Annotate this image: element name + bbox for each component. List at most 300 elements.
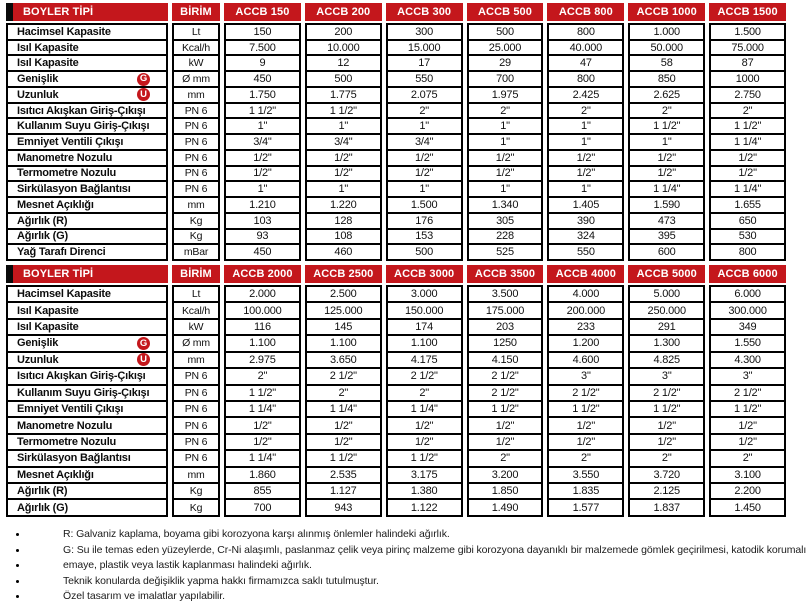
spec-value: 1 1/2" bbox=[630, 402, 703, 418]
spec-value: 2.750 bbox=[711, 88, 784, 104]
column-header-model: ACCB 1500 bbox=[709, 3, 786, 21]
spec-value: 1.100 bbox=[388, 336, 461, 352]
row-label bbox=[8, 135, 166, 151]
spec-value: 17 bbox=[388, 56, 461, 72]
row-label-text: Kullanım Suyu Giriş-Çıkışı bbox=[17, 120, 150, 133]
spec-value: 2 1/2" bbox=[469, 386, 542, 402]
column-body bbox=[6, 285, 168, 517]
spec-value: 1" bbox=[469, 182, 542, 198]
spec-value: 1/2" bbox=[307, 151, 380, 167]
spec-value: 3.000 bbox=[388, 287, 461, 303]
spec-value: 1.750 bbox=[226, 88, 299, 104]
spec-value: 1/2" bbox=[226, 418, 299, 434]
spec-value: 324 bbox=[549, 230, 622, 246]
spec-value: 2.500 bbox=[307, 287, 380, 303]
spec-value: 800 bbox=[738, 246, 757, 259]
footnote-item bbox=[16, 528, 786, 541]
column-header-model: ACCB 200 bbox=[305, 3, 382, 21]
column-header-model: ACCB 3500 bbox=[467, 265, 544, 283]
column-header-model: ACCB 2500 bbox=[305, 265, 382, 283]
spec-value: 3/4" bbox=[307, 135, 380, 151]
spec-value: 1.300 bbox=[630, 336, 703, 352]
spec-value: 500 bbox=[415, 246, 434, 259]
spec-value: 1/2" bbox=[469, 167, 542, 183]
row-label-text: Hacimsel Kapasite bbox=[17, 288, 111, 301]
spec-table-section-1 bbox=[6, 3, 786, 261]
row-label bbox=[8, 418, 166, 434]
spec-value: 1.405 bbox=[549, 198, 622, 214]
spec-value: 1 1/2" bbox=[711, 402, 784, 418]
spec-value: 1.500 bbox=[711, 25, 784, 41]
spec-value: 1" bbox=[469, 119, 542, 135]
column-body bbox=[172, 285, 220, 517]
spec-value: 1.450 bbox=[734, 501, 761, 514]
column-header-boyler-tipi: BOYLER TİPİ bbox=[6, 3, 168, 21]
footnote-text: emaye, plastik veya lastik kaplanması halindeki ağırlık. bbox=[63, 559, 312, 572]
footnotes bbox=[6, 521, 806, 603]
bullet-icon bbox=[16, 533, 19, 536]
spec-value: 200.000 bbox=[549, 303, 622, 319]
spec-value: 4.175 bbox=[388, 353, 461, 369]
spec-value: 1.975 bbox=[469, 88, 542, 104]
spec-value: 2" bbox=[307, 386, 380, 402]
spec-value: 6.000 bbox=[711, 287, 784, 303]
column-header-model: ACCB 800 bbox=[547, 3, 624, 21]
spec-value: 2.125 bbox=[630, 484, 703, 500]
spec-value: 1.550 bbox=[711, 336, 784, 352]
val-col bbox=[709, 265, 786, 517]
row-label bbox=[8, 435, 166, 451]
row-label bbox=[8, 182, 166, 198]
val-col bbox=[305, 265, 382, 517]
spec-value: 1/2" bbox=[549, 167, 622, 183]
spec-value: 50.000 bbox=[630, 41, 703, 57]
spec-value: 1" bbox=[307, 182, 380, 198]
spec-value: 125.000 bbox=[307, 303, 380, 319]
row-unit: PN 6 bbox=[174, 119, 218, 135]
row-label-text: Isıl Kapasite bbox=[17, 41, 79, 54]
spec-value: 2.975 bbox=[226, 353, 299, 369]
spec-value: 150 bbox=[226, 25, 299, 41]
row-label bbox=[8, 119, 166, 135]
spec-value: 2" bbox=[630, 104, 703, 120]
spec-value: 3.175 bbox=[388, 468, 461, 484]
column-header-birim: BİRİM bbox=[172, 265, 220, 283]
spec-value: 7.500 bbox=[226, 41, 299, 57]
val-col bbox=[386, 265, 463, 517]
spec-value: 530 bbox=[711, 230, 784, 246]
spec-value: 1.000 bbox=[630, 25, 703, 41]
row-label bbox=[8, 25, 166, 41]
row-label bbox=[8, 72, 166, 88]
spec-value: 175.000 bbox=[469, 303, 542, 319]
spec-value: 3" bbox=[711, 369, 784, 385]
val-col bbox=[628, 3, 705, 261]
spec-value: 145 bbox=[307, 320, 380, 336]
spec-value: 1 1/4" bbox=[711, 135, 784, 151]
spec-value: 855 bbox=[226, 484, 299, 500]
row-label bbox=[8, 484, 166, 500]
row-label-text: Emniyet Ventili Çıkışı bbox=[17, 136, 124, 148]
spec-value: 87 bbox=[711, 56, 784, 72]
footnote-text: R: Galvaniz kaplama, boyama gibi korozyona karşı alınmış önlemler halindeki ağırlık. bbox=[63, 528, 450, 540]
spec-value: 3.100 bbox=[711, 468, 784, 484]
spec-value: 1/2" bbox=[630, 435, 703, 451]
spec-value: 3.720 bbox=[630, 468, 703, 484]
spec-value: 1/2" bbox=[307, 435, 380, 451]
spec-value: 1.655 bbox=[711, 198, 784, 214]
spec-value: 2 1/2" bbox=[630, 386, 703, 402]
spec-value: 1" bbox=[307, 119, 380, 135]
column-body bbox=[547, 23, 624, 261]
spec-value: 12 bbox=[307, 56, 380, 72]
spec-value: 1/2" bbox=[711, 418, 784, 434]
label-col bbox=[6, 3, 168, 261]
spec-value: 1 1/4" bbox=[711, 182, 784, 198]
spec-value: 1" bbox=[388, 182, 461, 198]
spec-value: 1" bbox=[549, 119, 622, 135]
spec-value: 1/2" bbox=[630, 418, 703, 434]
column-body bbox=[628, 285, 705, 517]
column-header-model: ACCB 500 bbox=[467, 3, 544, 21]
spec-value: 103 bbox=[226, 214, 299, 230]
spec-value: 2" bbox=[469, 104, 542, 120]
column-body bbox=[547, 285, 624, 517]
spec-value: 460 bbox=[334, 246, 353, 259]
spec-value: 1.850 bbox=[469, 484, 542, 500]
spec-value: 1 1/2" bbox=[469, 402, 542, 418]
row-unit: Lt bbox=[174, 287, 218, 303]
row-label bbox=[8, 198, 166, 214]
row-label-text: Hacimsel Kapasite bbox=[17, 25, 111, 38]
spec-value: 203 bbox=[469, 320, 542, 336]
spec-value: 250.000 bbox=[630, 303, 703, 319]
row-unit: Lt bbox=[174, 25, 218, 41]
spec-value: 1 1/2" bbox=[388, 451, 461, 467]
row-label bbox=[8, 88, 166, 104]
footnote-item bbox=[16, 559, 786, 572]
row-unit: PN 6 bbox=[174, 386, 218, 402]
row-label bbox=[8, 230, 166, 246]
row-unit: Kg bbox=[174, 214, 218, 230]
spec-value: 2" bbox=[469, 451, 542, 467]
row-label bbox=[8, 386, 166, 402]
row-unit: Kg bbox=[174, 230, 218, 246]
spec-value: 1/2" bbox=[469, 151, 542, 167]
spec-value: 291 bbox=[630, 320, 703, 336]
spec-value: 1/2" bbox=[226, 151, 299, 167]
column-header-model: ACCB 150 bbox=[224, 3, 301, 21]
val-col bbox=[547, 265, 624, 517]
row-label bbox=[8, 151, 166, 167]
spec-value: 128 bbox=[307, 214, 380, 230]
spec-value: 1/2" bbox=[307, 167, 380, 183]
row-unit: PN 6 bbox=[174, 167, 218, 183]
spec-value: 2.535 bbox=[307, 468, 380, 484]
spec-value: 1/2" bbox=[711, 151, 784, 167]
spec-value: 1/2" bbox=[388, 418, 461, 434]
row-unit: PN 6 bbox=[174, 151, 218, 167]
footnote-item bbox=[16, 575, 786, 588]
spec-value: 1 1/2" bbox=[549, 402, 622, 418]
row-label-text: Mesnet Açıklığı bbox=[17, 468, 94, 481]
spec-value: 943 bbox=[334, 501, 353, 514]
spec-value: 3/4" bbox=[226, 135, 299, 151]
spec-value: 1 1/4" bbox=[307, 402, 380, 418]
footnote-text: Teknik konularda değişiklik yapma hakkı firmamızca saklı tutulmuştur. bbox=[63, 574, 379, 587]
spec-value: 2.075 bbox=[388, 88, 461, 104]
spec-value: 1 1/2" bbox=[630, 119, 703, 135]
label-col bbox=[6, 265, 168, 517]
spec-value: 1.200 bbox=[549, 336, 622, 352]
spec-value: 1/2" bbox=[711, 435, 784, 451]
footnote-item bbox=[16, 543, 806, 557]
bullet-icon bbox=[16, 580, 19, 583]
spec-value: 1.837 bbox=[653, 501, 680, 514]
spec-value: 1.340 bbox=[469, 198, 542, 214]
row-label-text: Ağırlık (G) bbox=[17, 501, 68, 514]
spec-value: 1.590 bbox=[630, 198, 703, 214]
spec-value: 233 bbox=[549, 320, 622, 336]
spec-value: 1.500 bbox=[388, 198, 461, 214]
row-label bbox=[8, 245, 166, 259]
spec-value: 1000 bbox=[711, 72, 784, 88]
row-unit: kW bbox=[174, 320, 218, 336]
row-label bbox=[8, 287, 166, 303]
row-unit: mm bbox=[174, 198, 218, 214]
spec-value: 176 bbox=[388, 214, 461, 230]
spec-value: 1" bbox=[549, 135, 622, 151]
row-label-text: Isıl Kapasite bbox=[17, 57, 79, 70]
spec-value: 15.000 bbox=[388, 41, 461, 57]
column-header-model: ACCB 4000 bbox=[547, 265, 624, 283]
row-label bbox=[8, 167, 166, 183]
row-label-text: Uzunluk bbox=[17, 353, 59, 366]
spec-value: 300 bbox=[388, 25, 461, 41]
row-label-text: Termometre Nozulu bbox=[17, 436, 117, 448]
row-label-text: Sirkülasyon Bağlantısı bbox=[17, 183, 131, 196]
spec-value: 390 bbox=[549, 214, 622, 230]
spec-value: 525 bbox=[496, 246, 514, 259]
row-unit: PN 6 bbox=[174, 435, 218, 451]
spec-value: 500 bbox=[307, 72, 380, 88]
spec-value: 1/2" bbox=[226, 435, 299, 451]
spec-value: 1 1/2" bbox=[307, 451, 380, 467]
spec-value: 200 bbox=[307, 25, 380, 41]
row-label bbox=[8, 468, 166, 484]
spec-value: 1 1/2" bbox=[307, 104, 380, 120]
spec-value: 700 bbox=[469, 72, 542, 88]
row-label-text: Termometre Nozulu bbox=[17, 167, 117, 180]
spec-value: 116 bbox=[226, 320, 299, 336]
unit-col bbox=[172, 265, 220, 517]
spec-value: 800 bbox=[549, 25, 622, 41]
row-unit: mBar bbox=[183, 246, 209, 259]
row-unit: Kg bbox=[189, 501, 203, 514]
spec-value: 2.625 bbox=[630, 88, 703, 104]
spec-value: 1/2" bbox=[711, 167, 784, 183]
spec-value: 1" bbox=[469, 135, 542, 151]
spec-value: 3" bbox=[630, 369, 703, 385]
spec-value: 2.425 bbox=[549, 88, 622, 104]
spec-value: 174 bbox=[388, 320, 461, 336]
column-header-model: ACCB 300 bbox=[386, 3, 463, 21]
spec-value: 2.200 bbox=[711, 484, 784, 500]
g-badge-icon: G bbox=[137, 337, 150, 350]
row-label bbox=[8, 214, 166, 230]
spec-value: 3.650 bbox=[307, 353, 380, 369]
spec-value: 5.000 bbox=[630, 287, 703, 303]
spec-value: 2" bbox=[549, 104, 622, 120]
spec-value: 29 bbox=[469, 56, 542, 72]
row-unit: kW bbox=[174, 56, 218, 72]
row-label-text: Uzunluk bbox=[17, 88, 59, 101]
spec-value: 1.380 bbox=[388, 484, 461, 500]
footnote-text: G: Su ile temas eden yüzeylerde, Cr-Ni alaşımlı, paslanmaz çelik veya pirinç malzeme gibi korozyona dayanıklı bir malzemede gömlek geçirilmesi, katodik korumalı bbox=[63, 543, 806, 556]
spec-value: 2" bbox=[388, 104, 461, 120]
spec-value: 93 bbox=[226, 230, 299, 246]
spec-value: 1/2" bbox=[549, 435, 622, 451]
row-label-text: Emniyet Ventili Çıkışı bbox=[17, 403, 124, 416]
spec-value: 40.000 bbox=[549, 41, 622, 57]
spec-value: 1.860 bbox=[226, 468, 299, 484]
spec-value: 4.000 bbox=[549, 287, 622, 303]
spec-value: 1/2" bbox=[630, 151, 703, 167]
spec-value: 3.550 bbox=[549, 468, 622, 484]
column-header-birim: BİRİM bbox=[172, 3, 220, 21]
spec-value: 3/4" bbox=[388, 135, 461, 151]
row-label bbox=[8, 402, 166, 418]
row-label-text: Isıl Kapasite bbox=[17, 321, 79, 334]
column-body bbox=[224, 23, 301, 261]
spec-value: 2 1/2" bbox=[307, 369, 380, 385]
row-label bbox=[8, 451, 166, 467]
row-unit: Kg bbox=[174, 484, 218, 500]
row-unit: Kcal/h bbox=[174, 41, 218, 57]
column-body bbox=[6, 23, 168, 261]
spec-value: 395 bbox=[630, 230, 703, 246]
row-label bbox=[8, 369, 166, 385]
spec-value: 1.835 bbox=[549, 484, 622, 500]
spec-value: 550 bbox=[388, 72, 461, 88]
spec-value: 1/2" bbox=[388, 151, 461, 167]
column-body bbox=[305, 285, 382, 517]
row-unit: Ø mm bbox=[174, 72, 218, 88]
spec-value: 1.220 bbox=[307, 198, 380, 214]
spec-value: 1/2" bbox=[630, 167, 703, 183]
val-col bbox=[224, 265, 301, 517]
row-unit: PN 6 bbox=[174, 451, 218, 467]
row-label bbox=[8, 104, 166, 120]
spec-value: 1.577 bbox=[572, 501, 600, 514]
bullet-icon bbox=[16, 564, 19, 567]
spec-value: 2" bbox=[711, 451, 784, 467]
spec-value: 153 bbox=[388, 230, 461, 246]
spec-value: 4.150 bbox=[469, 353, 542, 369]
spec-value: 1 1/4" bbox=[226, 402, 299, 418]
u-badge-icon: U bbox=[137, 353, 150, 366]
spec-value: 600 bbox=[657, 246, 676, 259]
val-col bbox=[386, 3, 463, 261]
row-unit: PN 6 bbox=[174, 182, 218, 198]
val-col bbox=[467, 265, 544, 517]
spec-value: 1/2" bbox=[469, 435, 542, 451]
row-unit: mm bbox=[174, 468, 218, 484]
row-label-text: Mesnet Açıklığı bbox=[17, 198, 94, 211]
spec-value: 2" bbox=[630, 451, 703, 467]
spec-value: 2 1/2" bbox=[711, 386, 784, 402]
spec-value: 1" bbox=[630, 135, 703, 151]
spec-value: 2" bbox=[388, 386, 461, 402]
row-unit: mm bbox=[174, 353, 218, 369]
g-badge-icon: G bbox=[137, 73, 150, 86]
row-label bbox=[8, 320, 166, 336]
row-unit: PN 6 bbox=[174, 418, 218, 434]
spec-value: 650 bbox=[711, 214, 784, 230]
spec-value: 47 bbox=[549, 56, 622, 72]
spec-value: 1.100 bbox=[226, 336, 299, 352]
row-label-text: Sirkülasyon Bağlantısı bbox=[17, 452, 131, 465]
spec-value: 108 bbox=[307, 230, 380, 246]
spec-value: 4.300 bbox=[711, 353, 784, 369]
spec-value: 1.775 bbox=[307, 88, 380, 104]
spec-value: 473 bbox=[630, 214, 703, 230]
row-label bbox=[8, 41, 166, 57]
spec-value: 450 bbox=[253, 246, 272, 259]
column-header-model: ACCB 1000 bbox=[628, 3, 705, 21]
spec-value: 800 bbox=[549, 72, 622, 88]
row-label bbox=[8, 500, 166, 514]
spec-value: 550 bbox=[576, 246, 595, 259]
footnote-item bbox=[16, 590, 786, 603]
val-col bbox=[709, 3, 786, 261]
spec-value: 1250 bbox=[469, 336, 542, 352]
row-label-text: Ağırlık (G) bbox=[17, 230, 68, 243]
val-col bbox=[305, 3, 382, 261]
row-label-text: Ağırlık (R) bbox=[17, 214, 68, 227]
spec-value: 1.490 bbox=[491, 501, 519, 514]
spec-value: 2 1/2" bbox=[388, 369, 461, 385]
spec-value: 58 bbox=[630, 56, 703, 72]
row-label-text: Yağ Tarafı Direnci bbox=[17, 246, 106, 259]
spec-value: 1" bbox=[549, 182, 622, 198]
row-label bbox=[8, 303, 166, 319]
column-body bbox=[467, 285, 544, 517]
spec-value: 300.000 bbox=[711, 303, 784, 319]
spec-value: 1" bbox=[226, 119, 299, 135]
spec-value: 9 bbox=[226, 56, 299, 72]
row-unit: Kcal/h bbox=[174, 303, 218, 319]
spec-value: 1/2" bbox=[388, 435, 461, 451]
spec-value: 100.000 bbox=[226, 303, 299, 319]
spec-value: 2 1/2" bbox=[549, 386, 622, 402]
val-col bbox=[547, 3, 624, 261]
spec-value: 1/2" bbox=[549, 418, 622, 434]
spec-table-section-2 bbox=[6, 265, 786, 517]
spec-value: 850 bbox=[630, 72, 703, 88]
spec-value: 1.122 bbox=[410, 501, 438, 514]
spec-value: 1 1/2" bbox=[226, 104, 299, 120]
spec-value: 1/2" bbox=[226, 167, 299, 183]
column-header-model: ACCB 5000 bbox=[628, 265, 705, 283]
row-label-text: Kullanım Suyu Giriş-Çıkışı bbox=[17, 386, 150, 399]
spec-value: 1 1/4" bbox=[388, 402, 461, 418]
row-unit: PN 6 bbox=[174, 135, 218, 151]
spec-value: 1.100 bbox=[307, 336, 380, 352]
spec-value: 25.000 bbox=[469, 41, 542, 57]
row-label bbox=[8, 336, 166, 352]
row-label bbox=[8, 56, 166, 72]
